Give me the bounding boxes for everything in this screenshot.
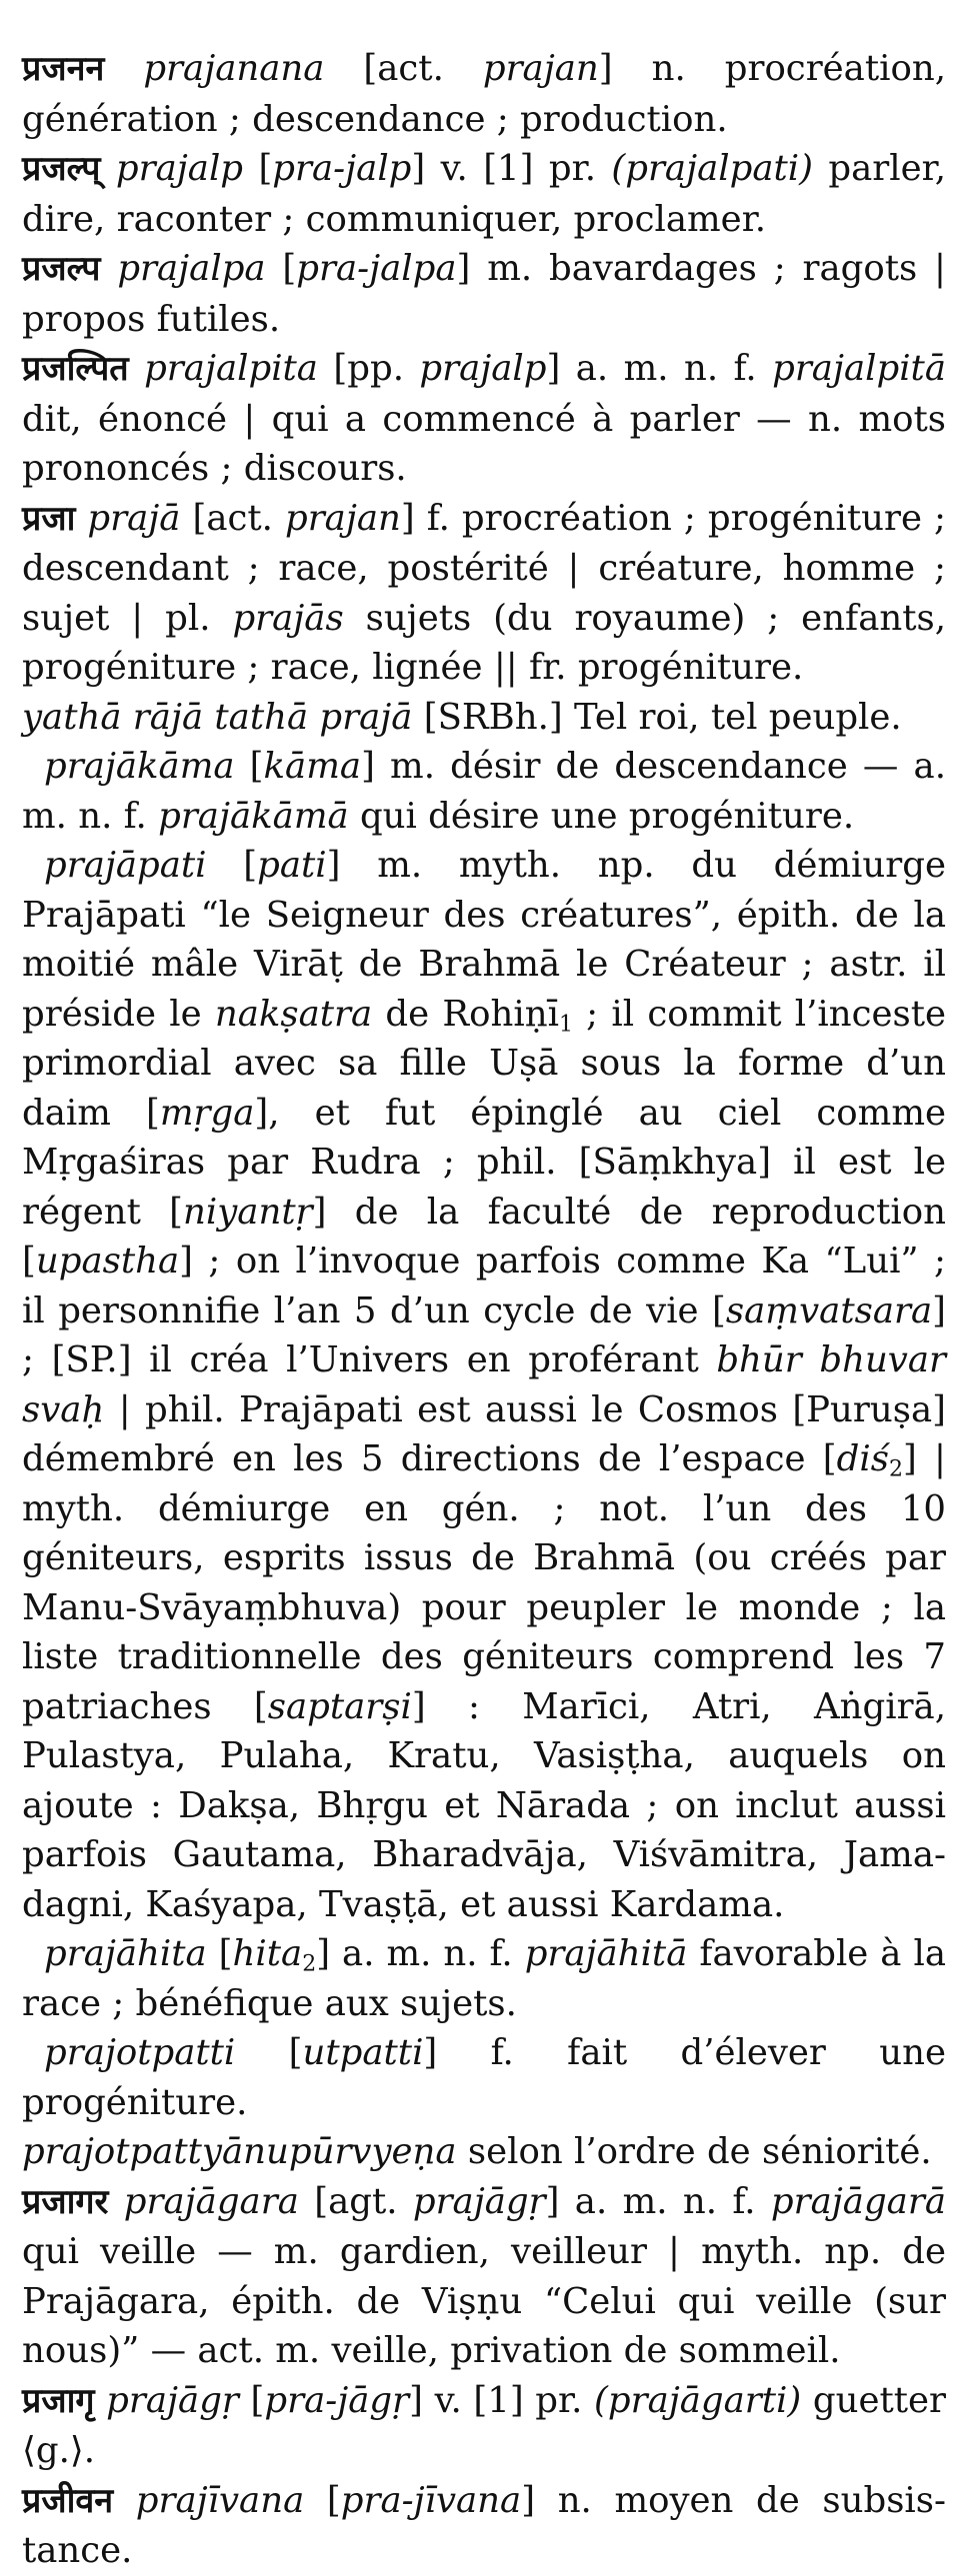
definition-text: dit, énoncé | qui a commencé à parler — n. mots prononcés ; discours. bbox=[22, 398, 946, 489]
italic-term: prajākāmā bbox=[158, 795, 349, 837]
definition-text bbox=[113, 2480, 136, 2521]
definition-text: ], et fut épinglé au ciel comme Mṛgaśiras par Rudra ; phil. [Sāṃkhya] il est le régent [ bbox=[22, 1092, 946, 1233]
definition-text: qui veille — m. gardien, veilleur | myth. np. de Prajāgara, épith. de Viṣṇu “Celui qui veille (sur nous)” — act. m. veille, privation de sommeil. bbox=[22, 2231, 946, 2371]
sub-entry bbox=[22, 1929, 946, 2028]
definition-text: guetter ⟨g.⟩. bbox=[22, 2379, 946, 2471]
italic-term: pati bbox=[257, 845, 327, 886]
definition-text: | phil. Prajāpati est aussi le Cosmos [Puruṣa] démembré en les 5 directions de l’espace [ bbox=[22, 1388, 946, 1479]
definition-text: ] a. m. n. f. bbox=[545, 2180, 771, 2222]
dictionary-entry bbox=[22, 344, 946, 494]
italic-term: kāma bbox=[263, 746, 362, 787]
definition-text: qui désire une progéniture. bbox=[348, 795, 855, 837]
italic-term: pra-jāgṛ bbox=[264, 2379, 410, 2421]
definition-text: ] f. fait d’élever une progéniture. bbox=[22, 2032, 946, 2123]
definition-text: [ bbox=[265, 248, 297, 289]
headword-devanagari: प्रजीवन bbox=[22, 2480, 114, 2521]
definition-text: ] a. m. n. f. bbox=[316, 1933, 525, 1974]
definition-text: ] ; [SP.] il créa l’Univers en proférant bbox=[22, 1289, 946, 1380]
italic-term: prajan bbox=[482, 48, 599, 89]
definition-text: [ bbox=[243, 148, 273, 189]
italic-term: prajāhita bbox=[44, 1933, 207, 1974]
italic-term: prajan bbox=[284, 497, 401, 539]
definition-text bbox=[95, 2380, 107, 2421]
definition-text bbox=[108, 2181, 123, 2222]
definition-text bbox=[75, 498, 87, 539]
dictionary-entry bbox=[22, 2376, 946, 2476]
italic-term: niyantṛ bbox=[183, 1191, 313, 1233]
italic-term: yathā rājā tathā prajā bbox=[22, 696, 413, 738]
dictionary-entry bbox=[22, 244, 946, 344]
sub-entry bbox=[22, 841, 946, 1929]
definition-text: ] a. m. n. f. bbox=[546, 348, 773, 389]
italic-term: bhūr bhuvar svaḥ bbox=[22, 1339, 946, 1430]
headword-devanagari: प्रजल्प bbox=[22, 249, 101, 289]
definition-text: ] | myth. démiurge en gén. ; not. l’un des 10 géniteurs, esprits issus de Brahmā (ou créés par Manu-Svāyaṃbhuva) pour peupler le monde ; la liste traditionnelle des géniteurs comprend les 7 patriaches [ bbox=[22, 1438, 946, 1727]
italic-term: prajīvana bbox=[135, 2479, 305, 2521]
definition-text bbox=[104, 48, 143, 89]
italic-term: prajās bbox=[232, 597, 344, 639]
italic-term: prajotpattyānupūrvyeṇa bbox=[22, 2131, 457, 2172]
dictionary-entry bbox=[22, 2177, 946, 2376]
dictionary-entry bbox=[22, 2127, 946, 2177]
definition-text: ] v. [1] pr. bbox=[409, 2379, 595, 2421]
definition-text bbox=[100, 148, 115, 189]
italic-term: (prajalpati) bbox=[611, 148, 813, 189]
italic-term: upastha bbox=[35, 1241, 180, 1282]
definition-text: ] : Marīci, Atri, Aṅgirā, Pulastya, Pulaha, Kratu, Vasiṣṭha, auquels on ajoute : Dakṣa, Bhṛgu et Nārada ; on inclut aussi parfois Gautama, Bharadvāja, Viśvāmitra, Jamadagni, Kaśyapa, Tvaṣṭā, et aussi Kardama. bbox=[22, 1685, 946, 1925]
headword-devanagari: प्रजागर bbox=[22, 2181, 109, 2222]
sub-entry bbox=[22, 2028, 946, 2127]
definition-text: [ bbox=[234, 746, 264, 787]
definition-text: [agt. bbox=[298, 2180, 413, 2222]
italic-term: mṛga bbox=[159, 1092, 255, 1134]
headword-devanagari: प्रजल्प् bbox=[22, 149, 101, 189]
definition-text: ] m. myth. np. du démiurge Prajāpati “le Seigneur des créatures”, épith. de la moitié mâle Virāṭ de Brahmā le Créateur ; astr. il préside le bbox=[22, 845, 946, 1035]
definition-text: ] n. procréation, génération ; descendance ; production. bbox=[22, 48, 946, 140]
definition-text: ; il commit l’inceste primordial avec sa fille Uṣā sous la forme d’un daim [ bbox=[22, 993, 946, 1134]
headword-devanagari: प्रजनन bbox=[22, 49, 105, 89]
italic-term: prajāgara bbox=[123, 2180, 299, 2222]
subscript-index: 2 bbox=[888, 1456, 903, 1482]
definition-text: ] f. procréation ; progéniture ; descendant ; race, postérité | créature, homme ; sujet | pl. bbox=[22, 497, 946, 639]
dictionary-entry bbox=[22, 494, 946, 693]
italic-term: prajā bbox=[87, 497, 181, 539]
definition-text: de Rohiṇī bbox=[372, 993, 559, 1035]
headword-devanagari: प्रजा bbox=[22, 498, 76, 539]
italic-term: prajākāma bbox=[44, 746, 235, 787]
headword-devanagari: प्रजागृ bbox=[22, 2380, 95, 2421]
italic-term: saṃvatsara bbox=[725, 1289, 933, 1331]
definition-text: sujets (du royaume) ; enfants, progéniture ; race, lignée || fr. progéniture. bbox=[22, 597, 946, 688]
dictionary-entry bbox=[22, 2476, 946, 2576]
italic-term: pra-jīvana bbox=[340, 2479, 522, 2521]
sub-entry bbox=[22, 742, 946, 841]
italic-term: utpatti bbox=[302, 2032, 424, 2073]
italic-term: nakṣatra bbox=[214, 993, 373, 1035]
definition-text: [ bbox=[235, 2032, 303, 2073]
italic-term: prajalpa bbox=[117, 248, 266, 289]
subscript-index: 1 bbox=[558, 1012, 573, 1037]
definition-text: [ bbox=[304, 2479, 341, 2521]
italic-term: prajāhitā bbox=[524, 1933, 688, 1974]
italic-term: prajanana bbox=[143, 48, 325, 89]
italic-term: prajotpatti bbox=[44, 2032, 236, 2073]
italic-term: saptarṣi bbox=[267, 1685, 412, 1727]
italic-term: pra-jalp bbox=[272, 148, 412, 189]
definition-text: favorable à la race ; bénéfique aux sujets. bbox=[22, 1933, 946, 2024]
italic-term: pra-jalpa bbox=[296, 248, 457, 289]
definition-text: [act. bbox=[324, 48, 483, 89]
headword-devanagari: प्रजल्पित bbox=[22, 349, 129, 389]
definition-text: ] n. moyen de subsistance. bbox=[22, 2479, 946, 2571]
definition-text: [act. bbox=[180, 497, 285, 539]
italic-term: (prajāgarti) bbox=[594, 2379, 802, 2421]
definition-text: parler, dire, raconter ; communiquer, proclamer. bbox=[22, 148, 946, 240]
italic-term: hita bbox=[232, 1933, 303, 1974]
subscript-index: 2 bbox=[302, 1951, 317, 1977]
dictionary-entry bbox=[22, 144, 946, 244]
definition-text: ] ; on l’invoque parfois comme Ka “Lui” ; il personnifie l’an 5 d’un cycle de vie [ bbox=[22, 1241, 946, 1331]
italic-term: prajāgṛ bbox=[412, 2180, 546, 2222]
dictionary-entry bbox=[22, 44, 946, 144]
italic-term: prajalp bbox=[419, 348, 547, 389]
definition-text: [ bbox=[206, 1933, 233, 1974]
italic-term: diś bbox=[836, 1438, 889, 1479]
definition-text: [ bbox=[206, 845, 258, 886]
definition-text: selon l’ordre de séniorité. bbox=[456, 2131, 932, 2172]
definition-text: ] m. désir de descendance — a. m. n. f. bbox=[22, 746, 947, 837]
definition-text: ] v. [1] pr. bbox=[411, 148, 612, 189]
definition-text: [pp. bbox=[317, 348, 420, 389]
definition-text: ] de la faculté de reproduction [ bbox=[22, 1191, 947, 1282]
definition-text bbox=[129, 348, 144, 389]
italic-term: prajāgṛ bbox=[106, 2379, 239, 2421]
definition-text bbox=[100, 248, 117, 289]
italic-term: prajāpati bbox=[44, 845, 207, 886]
definition-text: ] m. bavardages ; ragots | propos futiles. bbox=[22, 248, 946, 340]
italic-term: prajalpita bbox=[144, 348, 318, 389]
definition-text: [SRBh.] Tel roi, tel peuple. bbox=[412, 696, 902, 738]
italic-term: prajāgarā bbox=[770, 2180, 946, 2222]
italic-term: prajalpitā bbox=[772, 348, 946, 389]
dictionary-entry bbox=[22, 693, 946, 743]
italic-term: prajalp bbox=[115, 148, 244, 189]
definition-text: [ bbox=[238, 2379, 265, 2421]
